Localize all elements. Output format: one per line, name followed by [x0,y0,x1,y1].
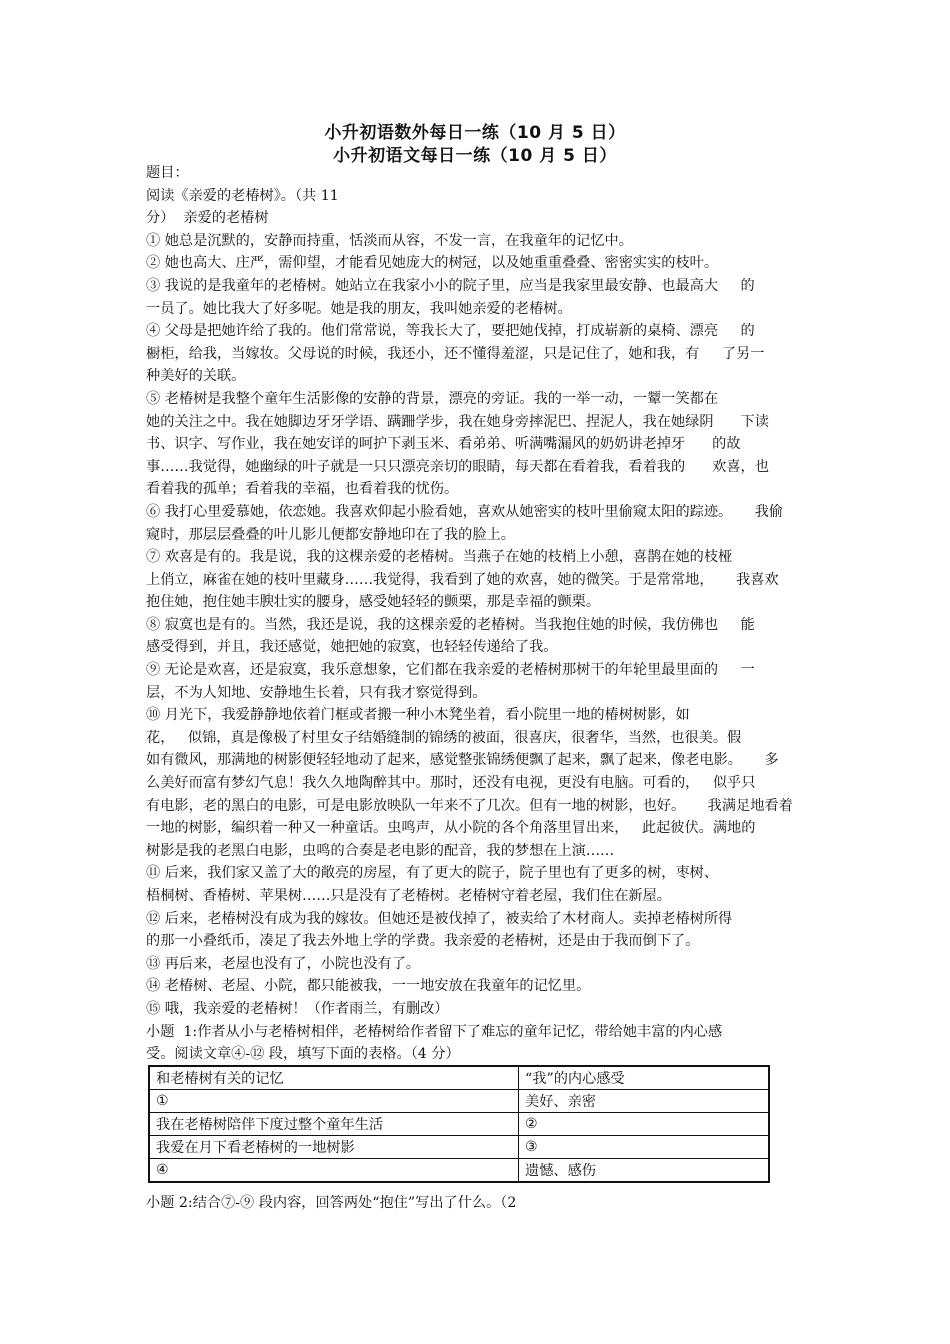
text-line: ① 她总是沉默的，安静而持重，恬淡而从容，不发一言，在我童年的记忆中。 [146,232,633,249]
text-line: ⑧ 寂寞也是有的。当然，我还是说，我的这棵亲爱的老椿树。当我抱住她的时候，我仿佛也 能 [146,616,755,633]
table-header-row [149,1066,769,1090]
document-title: 小升初语数外每日一练（10 月 5 日） [324,123,626,143]
table-cell: 我在老椿树陪伴下度过整个童年生活 [149,1113,519,1136]
text-line: 窥时，那层层叠叠的叶儿影儿便都安静地印在了我的脸上。 [146,526,515,543]
text-line: ⑫ 后来，老椿树没有成为我的嫁妆。但她还是被伐掉了，被卖给了木材商人。卖掉老椿树所得 [146,910,733,927]
question-2: 小题 2:结合⑦-⑨ 段内容，回答两处“抱住”写出了什么。（2 [146,1195,517,1211]
text-line: 题目： [146,165,189,181]
text-line: 看着我的孤单；看着我的幸福，也看着我的忧伤。 [146,481,459,498]
table-header-cell: 和老椿树有关的记忆 [149,1066,519,1090]
text-line: 有电影，老的黑白的电影，可是电影放映队一年来不了几次。但有一地的树影，也好。 我满足地看着 [146,797,793,814]
table-row [149,1090,769,1113]
text-line: ⑪ 后来，我们家又盖了大的敞亮的房屋，有了更大的院子，院子里也有了更多的树，枣树、 [146,865,719,882]
answer-table [148,1065,770,1183]
text-line: 梧桐树、香椿树、苹果树……只是没有了老椿树。老椿树守着老屋，我们住在新屋。 [146,888,671,904]
text-line: ⑭ 老椿树、老屋、小院，都只能被我，一一地安放在我童年的记忆里。 [146,978,591,995]
text-line: 如有微风，那满地的树影便轻轻地动了起来，感觉整张锦绣便飘了起来，飘了起来，像老电影。 多 [146,752,779,769]
text-line: 种美好的关联。 [146,368,246,385]
text-line: ⑤ 老椿树是我整个童年生活影像的安静的背景，漂亮的旁证。我的一举一动，一颦一笑都在 [146,390,719,407]
text-line: 上俏立，麻雀在她的枝叶里藏身……我觉得，我看到了她的欢喜，她的微笑。于是常常地， 我喜欢 [146,571,779,588]
text-line: ③ 我说的是我童年的老椿树。她站立在我家小小的院子里，应当是我家里最安静、也最高大 的 [146,277,755,294]
table-cell: ③ [519,1136,770,1159]
text-line: 层，不为人知地、安静地生长着，只有我才察觉得到。 [146,684,487,701]
text-line: 的那一小叠纸币，凑足了我去外地上学的学费。我亲爱的老椿树，还是由于我而倒下了。 [146,933,700,950]
text-line: ⑥ 我打心里爱慕她，依恋她。我喜欢仰起小脸看她，喜欢从她密实的枝叶里偷窥太阳的踪迹。 我偷 [146,503,784,520]
text-line: 书、识字、写作业，我在她安详的呵护下剥玉米、看弟弟、听满嘴漏风的奶奶讲老掉牙 的故 [146,436,741,453]
document-subtitle: 小升初语文每日一练（10 月 5 日） [333,146,617,166]
text-line: 花， 似锦，真是像极了村里女子结婚缝制的锦绣的被面，很喜庆，很奢华，当然，也很美。假 [146,729,742,746]
text-line: 抱住她，抱住她丰腴壮实的腰身，感受她轻轻的颤栗，那是幸福的颤栗。 [146,594,601,611]
table-cell: 我爱在月下看老椿树的一地树影 [149,1136,519,1159]
text-line: 么美好而富有梦幻气息！我久久地陶醉其中。那时，还没有电视，更没有电脑。可看的， 似乎只 [146,775,756,792]
table-row [149,1113,769,1136]
answer-table-wrapper [148,1065,770,1183]
table-cell: ② [519,1113,770,1136]
text-line: 分） 亲爱的老椿树 [146,210,269,227]
text-line: ② 她也高大、庄严，需仰望，才能看见她庞大的树冠，以及她重重叠叠、密密实实的枝叶。 [146,255,719,272]
table-header-cell: “我”的内心感受 [519,1066,770,1090]
table-cell: ④ [149,1159,519,1183]
text-line: 受。阅读文章④-⑫ 段，填写下面的表格。（4 分） [146,1046,460,1063]
table-row [149,1159,769,1183]
text-line: 一员了。她比我大了好多呢。她是我的朋友，我叫她亲爱的老椿树。 [146,300,572,317]
text-line: ⑮ 哦，我亲爱的老椿树！（作者雨兰，有删改） [146,1000,449,1017]
table-cell: ① [149,1090,519,1113]
text-line: ⑦ 欢喜是有的。我是说，我的这棵亲爱的老椿树。当燕子在她的枝梢上小憩，喜鹊在她的枝桠 [146,549,733,566]
text-line: 感受得到，并且，我还感觉，她把她的寂寞，也轻轻传递给了我。 [146,639,558,656]
table-row [149,1136,769,1159]
text-line: 树影是我的老黑白电影，虫鸣的合奏是老电影的配音，我的梦想在上演…… [146,842,615,859]
text-line: 阅读《亲爱的老椿树》。（共 11 [146,187,339,204]
text-line: 橱柜，给我，当嫁妆。父母说的时候，我还小，还不懂得羞涩，只是记住了，她和我，有 了另一 [146,345,765,362]
table-cell: 美好、亲密 [519,1090,770,1113]
text-line: 事……我觉得，她幽绿的叶子就是一只只漂亮亲切的眼睛，每天都在看着我，看着我的 欢喜，也 [146,458,769,475]
text-line: 一地的树影，编织着一种又一种童话。虫鸣声，从小院的各个角落里冒出来， 此起彼伏。满地的 [146,820,756,837]
text-line: ⑨ 无论是欢喜，还是寂寞，我乐意想象，它们都在我亲爱的老椿树那树干的年轮里最里面的 一 [146,662,755,679]
text-line: 小题 1:作者从小与老椿树相伴，老椿树给作者留下了难忘的童年记忆，带给她丰富的内心感 [146,1023,723,1040]
table-cell: 遗憾、感伤 [519,1159,770,1183]
text-line: ④ 父母是把她许给了我的。他们常常说，等我长大了，要把她伐掉，打成崭新的桌椅、漂亮 的 [146,323,755,340]
text-line: 她的关注之中。我在她脚边牙牙学语、蹒跚学步，我在她身旁摔泥巴、捏泥人，我在她绿阴 下读 [146,413,769,430]
passage-body [146,162,826,1066]
text-line: ⑬ 再后来，老屋也没有了，小院也没有了。 [146,955,421,972]
text-line: ⑩ 月光下，我爱静静地依着门框或者搬一种小木凳坐着，看小院里一地的椿树树影，如 [146,707,690,724]
